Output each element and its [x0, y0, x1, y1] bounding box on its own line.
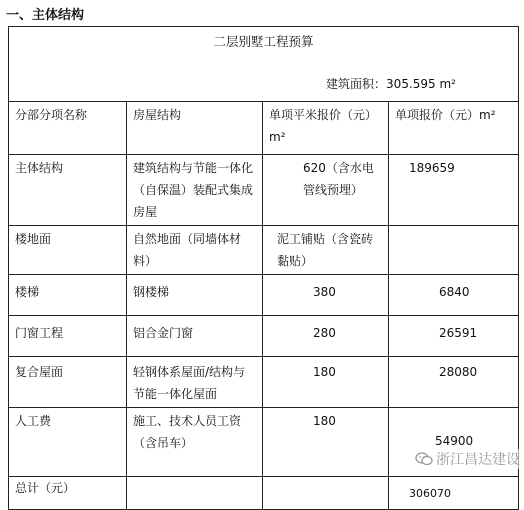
row-structure: 自然地面（同墙体材料） [127, 226, 263, 275]
row-total: 54900 [389, 408, 519, 477]
table-title-cell [9, 27, 519, 102]
table-row [9, 316, 519, 357]
row-name: 主体结构 [9, 155, 127, 226]
row-name: 楼地面 [9, 226, 127, 275]
row-unit-price: 泥工铺贴（含瓷砖黏贴） [263, 226, 389, 275]
row-total: 306070 [389, 477, 519, 510]
row-total [389, 226, 519, 275]
row-total: 28080 [389, 357, 519, 408]
header-structure: 房屋结构 [127, 102, 263, 155]
row-unit-price: 280 [263, 316, 389, 357]
row-unit-price: 180 [263, 408, 389, 477]
table-row [9, 275, 519, 316]
table-row [9, 155, 519, 226]
table-title: 二层别墅工程预算 [213, 34, 314, 49]
header-name: 分部分项名称 [9, 102, 127, 155]
header-unit-price: 单项平米报价（元）m² [263, 102, 389, 155]
watermark [415, 449, 520, 469]
row-unit-price: 180 [263, 357, 389, 408]
row-name: 楼梯 [9, 275, 127, 316]
row-unit-price: 380 [263, 275, 389, 316]
row-name: 总计（元） [9, 477, 127, 510]
row-structure: 铝合金门窗 [127, 316, 263, 357]
row-name: 复合屋面 [9, 357, 127, 408]
table-row [9, 357, 519, 408]
wechat-icon [415, 452, 433, 466]
budget-table [8, 26, 519, 510]
header-row [9, 102, 519, 155]
watermark-text: 浙江昌达建设 [436, 452, 520, 468]
row-structure: 轻钢体系屋面/结构与节能一体化屋面 [127, 357, 263, 408]
building-area: 建筑面积：305.595 m² [326, 77, 456, 91]
row-structure: 建筑结构与节能一体化（自保温）装配式集成房屋 [127, 155, 263, 226]
table-row [9, 477, 519, 510]
table-row [9, 226, 519, 275]
row-structure: 钢楼梯 [127, 275, 263, 316]
row-structure: 施工、技术人员工资（含吊车） [127, 408, 263, 477]
row-total: 26591 [389, 316, 519, 357]
row-total: 189659 [389, 155, 519, 226]
row-unit-price [263, 477, 389, 510]
row-unit-price: 620（含水电管线预埋） [263, 155, 389, 226]
row-name: 门窗工程 [9, 316, 127, 357]
header-total: 单项报价（元）m² [389, 102, 519, 155]
row-name: 人工费 [9, 408, 127, 477]
row-structure [127, 477, 263, 510]
section-heading: 一、主体结构 [6, 8, 85, 23]
row-total: 6840 [389, 275, 519, 316]
